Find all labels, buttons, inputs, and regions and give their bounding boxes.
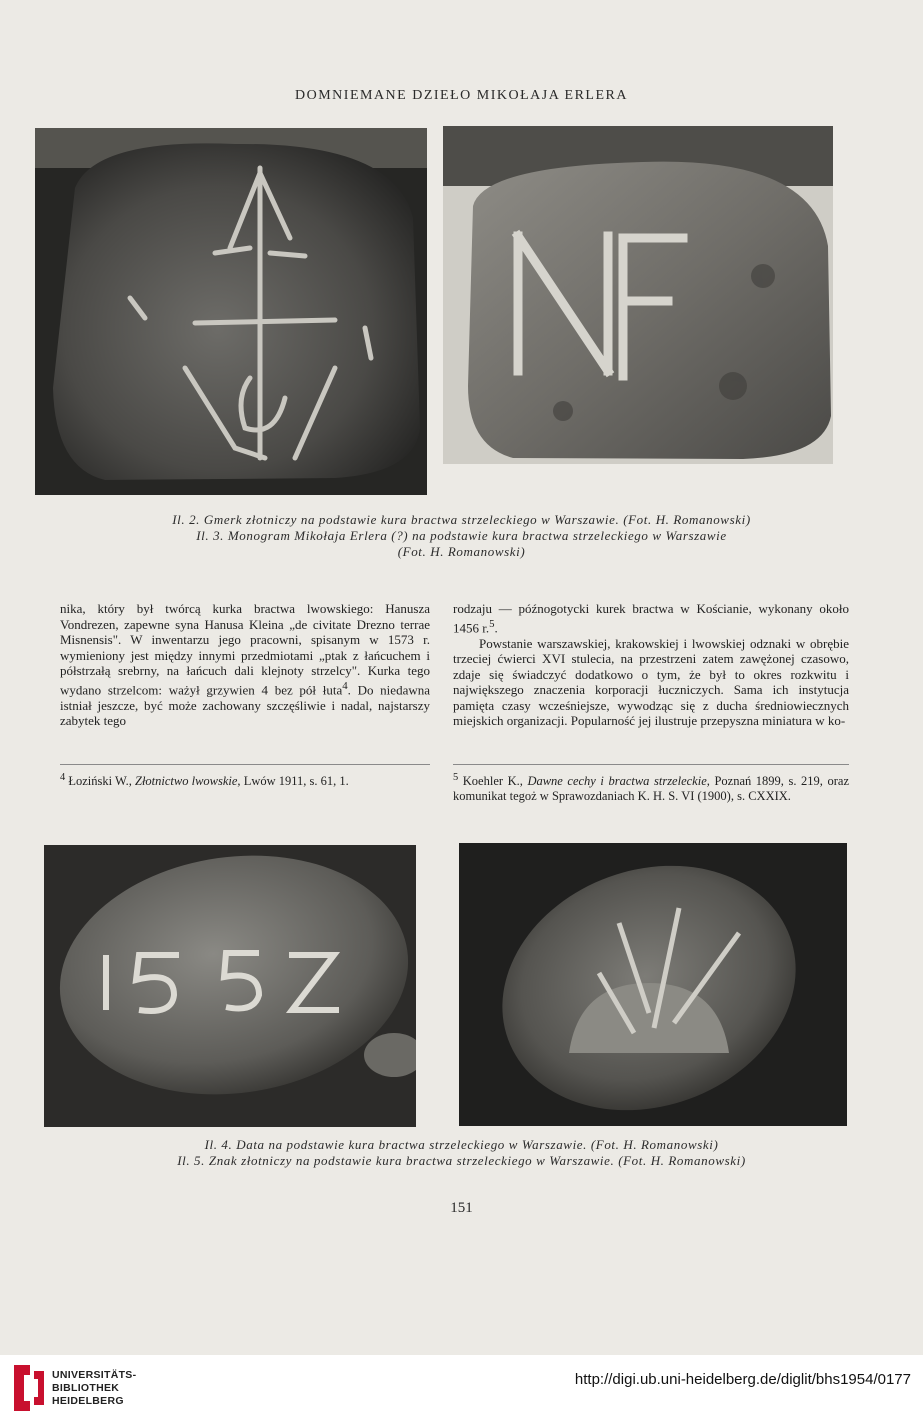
footnote-5-number: 5 [453, 772, 459, 783]
photo-il-5-goldsmith-sign [459, 843, 847, 1126]
library-name-line-3: HEIDELBERG [52, 1395, 124, 1407]
photo-il-3-monogram [443, 126, 833, 464]
caption-il-2: Il. 2. Gmerk złotniczy na podstawie kura bractwa strzeleckiego w Warszawie. (Fot. H. Romanowski) [172, 512, 751, 527]
footnote-4-author: Łoziński W., [65, 774, 135, 789]
photo-il-2-goldsmith-mark [35, 128, 427, 495]
caption-il-4: Il. 4. Data na podstawie kura bractwa strzeleckiego w Warszawie. (Fot. H. Romanowski) [204, 1137, 719, 1152]
photo-il-4-date [44, 845, 416, 1127]
body-left-text: nika, który był twórcą kurka bractwa lwowskiego: Hanusza Vondrezen, zapewne syna Hanusa Kleina „de civitate Drezno terrae Misnensis". W inwentarzu jego pracowni, spisanym w 1573 r. wymieniony jest między innymi przedmiotami „ptak z łańcuchem i półstrzałą srebrny, na łańcuch dali klejnoty strzelcy". Kurka tego wydano strzelcom: ważył grzywien 4 bez pół łuta [60, 601, 430, 698]
university-library-logo-icon[interactable] [10, 1361, 48, 1415]
footnote-5-title: Dawne cechy i bractwa strzeleckie, [527, 774, 710, 789]
caption-il-5: Il. 5. Znak złotniczy na podstawie kura bractwa strzeleckiego w Warszawie. (Fot. H. Romanowski) [177, 1153, 746, 1168]
footnote-4-number: 4 [60, 772, 66, 783]
body-column-right [453, 601, 849, 729]
caption-il-3: Il. 3. Monogram Mikołaja Erlera (?) na podstawie kura bractwa strzeleckiego w Warszawie [196, 528, 727, 543]
footnote-ref-4: 4 [342, 679, 348, 692]
footnote-4-title: Złotnictwo lwowskie, [135, 774, 241, 789]
body-left-text-end: . Do niedawna istniał jeszcze, być może zachowany szczęśliwie i nadal, najstarszy zabytek tego [60, 682, 430, 729]
footnote-ref-5: 5 [489, 617, 495, 630]
page-number: 151 [450, 1200, 473, 1216]
footnote-rule-right [453, 764, 849, 765]
library-name [52, 1369, 136, 1408]
body-right-p1: rodzaju — późnogotycki kurek bractwa w Kościanie, wykonany około 1456 r. [453, 601, 849, 635]
caption-il-3-credit: (Fot. H. Romanowski) [397, 544, 526, 559]
footer-bar [0, 1355, 923, 1420]
running-head: DOMNIEMANE DZIEŁO MIKOŁAJA ERLERA [295, 88, 628, 103]
footnote-5 [453, 770, 849, 805]
body-column-left [60, 601, 430, 729]
footnote-4 [60, 770, 430, 789]
footnote-rule-left [60, 764, 430, 765]
footnote-5-rest: Poznań 1899, s. 219, oraz komunikat tegoż w Sprawozdaniach K. H. S. VI (1900), s. CXXIX. [453, 774, 849, 804]
footnote-5-author: Koehler K., [458, 774, 528, 789]
footnote-4-rest: Lwów 1911, s. 61, 1. [240, 774, 349, 789]
source-url-link[interactable]: http://digi.ub.uni-heidelberg.de/diglit/bhs1954/0177 [574, 1371, 911, 1388]
body-right-p1-end: . [494, 619, 498, 635]
library-name-line-2: BIBLIOTHEK [52, 1382, 120, 1394]
library-name-line-1: UNIVERSITÄTS- [52, 1369, 137, 1381]
body-right-p2: Powstanie warszawskiej, krakowskiej i lwowskiej odznaki w obrębie trzeciej ćwierci XVI stulecia, na przestrzeni zatem zawężonej czasowo, zdaje się świadczyć dodatkowo o tym, że był to okres rozkwitu i największego znaczenia korporacji łuczniczych. Sama ich instytucja pamięta czasy wcześniejsze, wywodząc się z ducha średniowiecznych miejskich organizacji. Popularność jej ilustruje przepyszna miniatura w ko- [453, 635, 849, 729]
